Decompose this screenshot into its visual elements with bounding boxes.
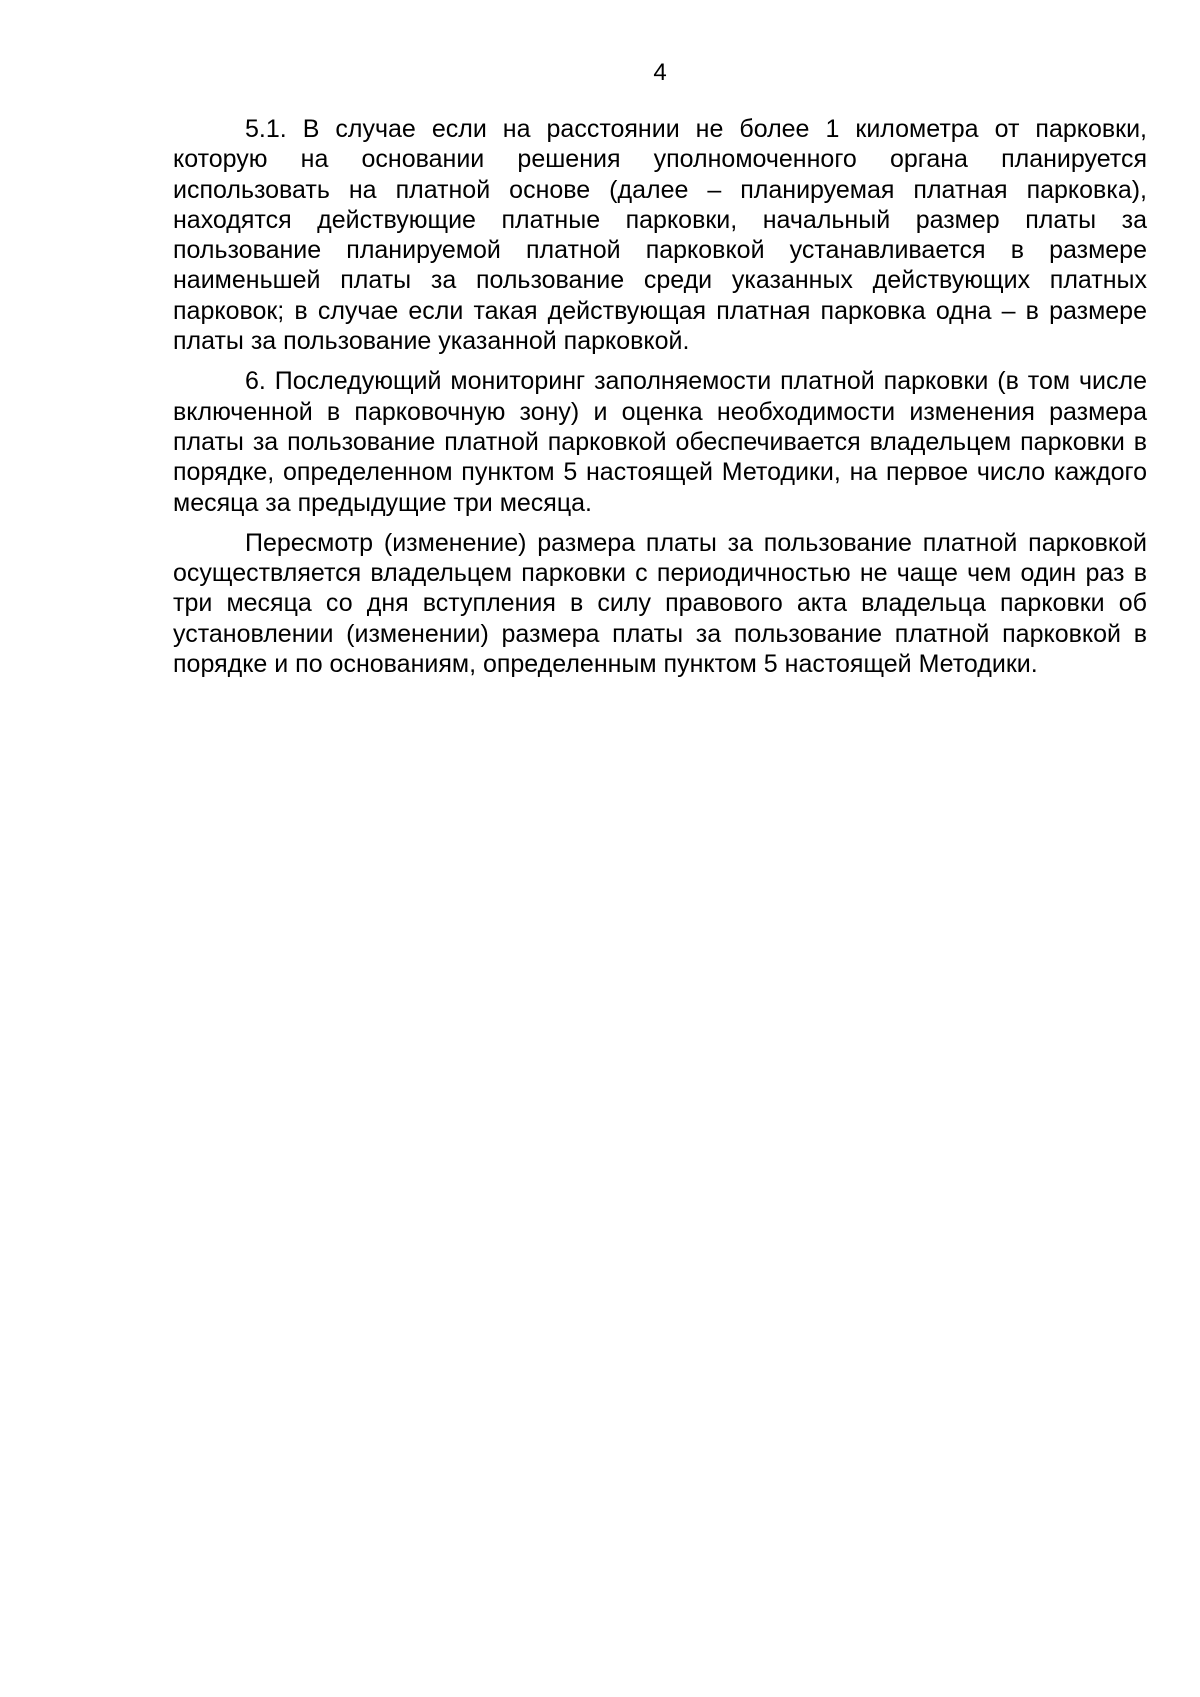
document-body: [173, 114, 1147, 689]
paragraph-revision: Пересмотр (изменение) размера платы за пользование платной парковкой осуществляется владельцем парковки с периодичностью не чаще чем один раз в три месяца со дня вступления в силу правового акта владельца парковки об установлении (изменении) размера платы за пользование платной парковкой в порядке и по основаниям, определенным пунктом 5 настоящей Методики.: [173, 528, 1147, 679]
paragraph-5-1: 5.1. В случае если на расстоянии не более 1 километра от парковки, которую на основании решения уполномоченного органа планируется использовать на платной основе (далее – планируемая платная парковка), находятся действующие платные парковки, начальный размер платы за пользование планируемой платной парковкой устанавливается в размере наименьшей платы за пользование среди указанных действующих платных парковок; в случае если такая действующая платная парковка одна – в размере платы за пользование указанной парковкой.: [173, 115, 1147, 356]
page-number: 4: [653, 59, 667, 86]
paragraph-6: 6. Последующий мониторинг заполняемости платной парковки (в том числе включенной в парковочную зону) и оценка необходимости изменения размера платы за пользование платной парковкой обеспечивается владельцем парковки в порядке, определенном пунктом 5 настоящей Методики, на первое число каждого месяца за предыдущие три месяца.: [173, 367, 1147, 517]
